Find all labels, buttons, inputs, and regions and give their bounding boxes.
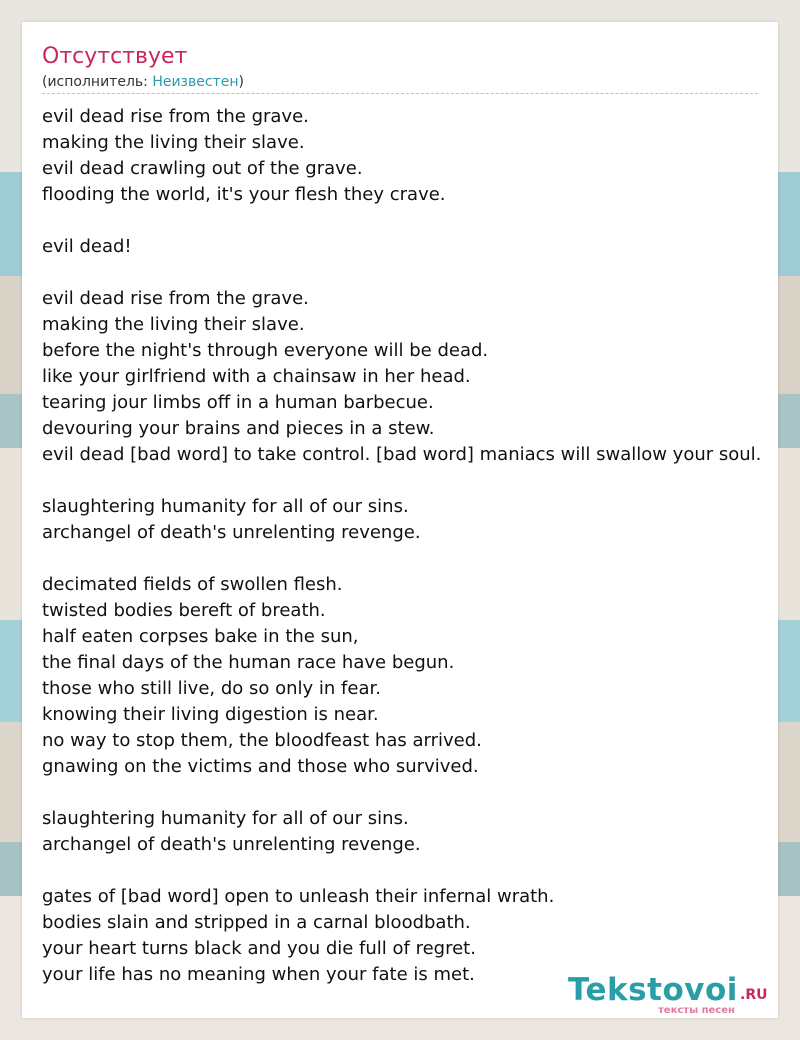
lyric-line: slaughtering humanity for all of our sins. [42,496,409,517]
lyric-line: gates of [bad word] open to unleash their infernal wrath. [42,886,555,907]
lyric-line: decimated fields of swollen flesh. [42,574,343,595]
lyric-line: your heart turns black and you die full of regret. [42,938,476,959]
lyric-line: like your girlfriend with a chainsaw in her head. [42,366,471,387]
lyric-line: making the living their slave. [42,314,305,335]
lyric-line: twisted bodies bereft of breath. [42,600,326,621]
lyric-line: tearing jour limbs off in a human barbecue. [42,392,434,413]
artist-prefix: (исполнитель: [42,74,153,90]
lyric-line: devouring your brains and pieces in a stew. [42,418,435,439]
song-title: Отсутствует [42,44,188,69]
lyric-line: evil dead [bad word] to take control. [bad word] maniacs will swallow your soul. [42,444,762,465]
lyric-line: evil dead! [42,236,132,257]
logo-tagline: тексты песен [658,1005,735,1016]
lyric-line [42,546,772,572]
lyric-line: flooding the world, it's your flesh they crave. [42,184,446,205]
artist-line [42,73,244,91]
lyric-line [42,208,772,234]
lyric-line: no way to stop them, the bloodfeast has arrived. [42,730,482,751]
lyric-line [42,780,772,806]
lyric-line: slaughtering humanity for all of our sins. [42,808,409,829]
lyric-line: before the night's through everyone will be dead. [42,340,489,361]
lyric-line: archangel of death's unrelenting revenge. [42,522,421,543]
lyrics-body [42,104,772,988]
lyric-line: gnawing on the victims and those who survived. [42,756,479,777]
artist-link[interactable]: Неизвестен [152,74,239,90]
lyric-line: your life has no meaning when your fate is met. [42,964,475,985]
lyric-line: evil dead rise from the grave. [42,288,309,309]
lyric-line: making the living their slave. [42,132,305,153]
lyric-line: evil dead rise from the grave. [42,106,309,127]
lyrics-card [22,22,778,1018]
lyric-line [42,260,772,286]
lyric-line: knowing their living digestion is near. [42,704,379,725]
lyric-line [42,858,772,884]
lyric-line [42,468,772,494]
lyric-line: bodies slain and stripped in a carnal bloodbath. [42,912,471,933]
artist-suffix: ) [238,74,244,90]
site-logo[interactable] [568,972,773,1018]
logo-tld: .RU [740,987,768,1003]
divider [42,93,758,94]
lyric-line: half eaten corpses bake in the sun, [42,626,359,647]
lyric-line: evil dead crawling out of the grave. [42,158,363,179]
lyric-line: those who still live, do so only in fear. [42,678,381,699]
lyric-line: the final days of the human race have begun. [42,652,455,673]
lyric-line: archangel of death's unrelenting revenge. [42,834,421,855]
logo-name: Tekstovoi [568,972,738,1008]
